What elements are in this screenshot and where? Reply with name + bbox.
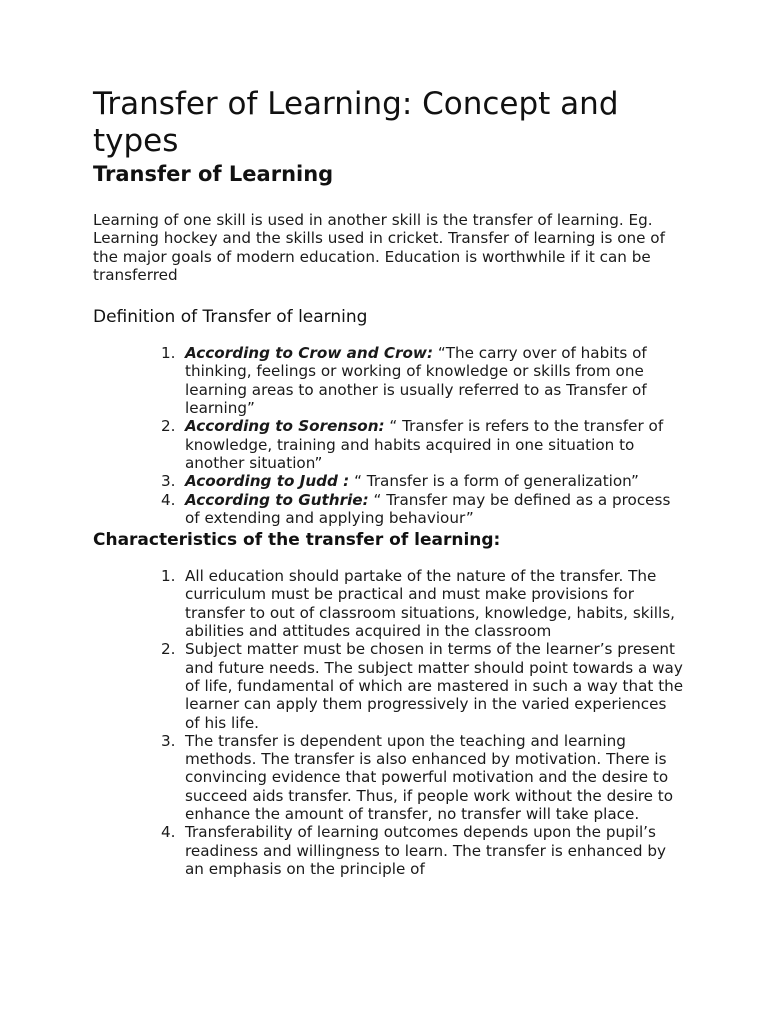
definition-text: “ Transfer is a form of generalization”: [349, 472, 639, 491]
definition-author: According to Crow and Crow:: [185, 344, 434, 363]
characteristic-text: All education should partake of the nature of the transfer. The curriculum must be practical and must make provisions for transfer to out of classroom situations, knowledge, habits, skills, abilities and attitudes acquired in the classroom: [185, 567, 675, 641]
definition-heading: Definition of Transfer of learning: [93, 307, 368, 328]
characteristic-text: Transferability of learning outcomes depends upon the pupil’s readiness and willingness to learn. The transfer is enhanced by an emphasis on the principle of: [185, 823, 666, 878]
characteristic-item: 1. All education should partake of the nature of the transfer. The curriculum must be practical and must make provisions for transfer to out of classroom situations, knowledge, habits, skills, abilities and attitudes acquired in the classroom: [161, 567, 675, 641]
characteristic-item: 4. Transferability of learning outcomes depends upon the pupil’s readiness and willingness to learn. The transfer is enhanced by an emphasis on the principle of: [161, 823, 666, 878]
definition-item: 2. According to Sorenson: “ Transfer is refers to the transfer of knowledge, training and habits acquired in one situation to another situation”: [161, 417, 664, 472]
document-title: Transfer of Learning: Concept and types: [93, 86, 619, 159]
definition-text: “ Transfer may be defined as a process of extending and applying behaviour”: [185, 490, 671, 527]
definition-text: “The carry over of habits of thinking, feelings or working of knowledge or skills from one learning areas to another is usually referred to as Transfer of learning”: [185, 344, 647, 418]
document-page: [93, 86, 693, 878]
definition-item: 3. Acoording to Judd : “ Transfer is a form of generalization”: [161, 472, 639, 491]
intro-paragraph: Learning of one skill is used in another skill is the transfer of learning. Eg. Learning hockey and the skills used in cricket. Transfer of learning is one of the major goals of modern education. Education is worthwhile if it can be transferred: [93, 211, 665, 284]
definition-item: 1. According to Crow and Crow: “The carry over of habits of thinking, feelings or working of knowledge or skills from one learning areas to another is usually referred to as Transfer of learning”: [161, 344, 647, 418]
definition-text: “ Transfer is refers to the transfer of knowledge, training and habits acquired in one situation to another situation”: [185, 417, 664, 472]
characteristics-list: [93, 567, 693, 878]
characteristic-text: Subject matter must be chosen in terms of the learner’s present and future needs. The subject matter should point towards a way of life, fundamental of which are mastered in such a way that the learner can apply them progressively in the varied experiences of his life.: [185, 640, 684, 732]
section-heading: Transfer of Learning: [93, 162, 334, 186]
definition-author: According to Sorenson:: [185, 417, 385, 436]
characteristics-heading: Characteristics of the transfer of learning:: [93, 530, 501, 551]
characteristic-text: The transfer is dependent upon the teaching and learning methods. The transfer is also enhanced by motivation. There is convincing evidence that powerful motivation and the desire to succeed aids transfer. Thus, if people work without the desire to enhance the amount of transfer, no transfer will take place.: [185, 731, 674, 824]
definition-author: According to Guthrie:: [185, 490, 369, 509]
definitions-list: [93, 344, 693, 527]
characteristic-item: 2. Subject matter must be chosen in terms of the learner’s present and future needs. The subject matter should point towards a way of life, fundamental of which are mastered in such a way that the learner can apply them progressively in the varied experiences of his life.: [161, 640, 684, 732]
characteristic-item: 3. The transfer is dependent upon the teaching and learning methods. The transfer is also enhanced by motivation. There is convincing evidence that powerful motivation and the desire to succeed aids transfer. Thus, if people work without the desire to enhance the amount of transfer, no transfer will take place.: [161, 731, 674, 824]
definition-author: Acoording to Judd :: [185, 472, 350, 491]
definition-item: 4. According to Guthrie: “ Transfer may be defined as a process of extending and applying behaviour”: [161, 490, 671, 527]
